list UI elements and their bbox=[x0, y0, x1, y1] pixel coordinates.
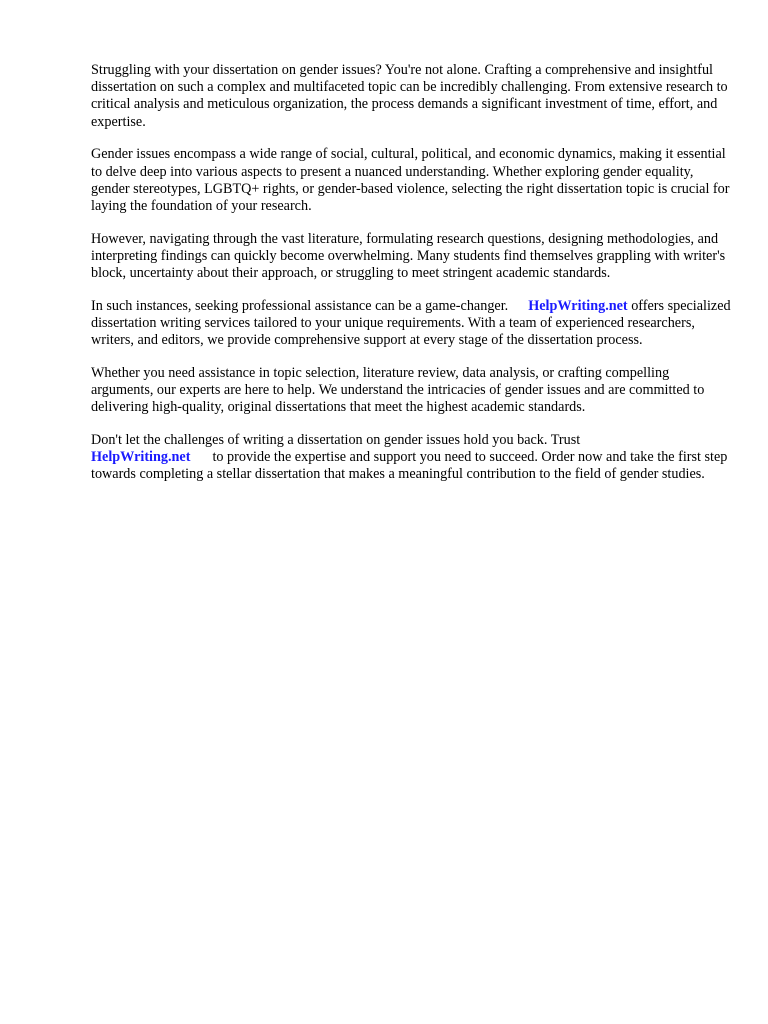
paragraph-assistance bbox=[91, 298, 731, 350]
helpwriting-link[interactable]: HelpWriting.net bbox=[528, 297, 628, 314]
paragraph-gender-issues: Gender issues encompass a wide range of social, cultural, political, and economic dynamics, making it essential to delve deep into various aspects to present a nuanced understanding. Whether exploring gender equality, gender stereotypes, LGBTQ+ rights, or gender-based violence, selecting the right dissertation topic is crucial for laying the foundation of your research. bbox=[91, 146, 730, 214]
paragraph-call-to-action bbox=[91, 432, 731, 484]
paragraph-intro: Struggling with your dissertation on gender issues? You're not alone. Crafting a comprehensive and insightful dissertation on such a complex and multifaceted topic can be incredibly challenging. From extensive research to critical analysis and meticulous organization, the process demands a significant investment of time, effort, and expertise. bbox=[91, 62, 728, 130]
paragraph-assistance-lead: In such instances, seeking professional assistance can be a game-changer. bbox=[91, 297, 509, 314]
paragraph-challenges: However, navigating through the vast literature, formulating research questions, designing methodologies, and interpreting findings can quickly become overwhelming. Many students find themselves grappling with writer's block, uncertainty about their approach, or struggling to meet stringent academic standards. bbox=[91, 230, 726, 282]
paragraph-cta-rest: to provide the expertise and support you need to succeed. Order now and take the first step towards completing a stellar dissertation that makes a meaningful contribution to the field of gender studies. bbox=[91, 449, 728, 483]
paragraph-experts: Whether you need assistance in topic selection, literature review, data analysis, or crafting compelling arguments, our experts are here to help. We understand the intricacies of gender issues and are committed to delivering high-quality, original dissertations that meet the highest academic standards. bbox=[91, 364, 705, 416]
helpwriting-link-cta[interactable]: HelpWriting.net bbox=[91, 449, 191, 466]
paragraph-cta-lead: Don't let the challenges of writing a dissertation on gender issues hold you back. Trust bbox=[91, 431, 581, 448]
paragraph-assistance-rest: offers specialized dissertation writing services tailored to your unique requirements. With a team of experienced researchers, writers, and editors, we provide comprehensive support at every stage of the dissertation process. bbox=[91, 297, 731, 349]
document-body bbox=[91, 62, 731, 499]
